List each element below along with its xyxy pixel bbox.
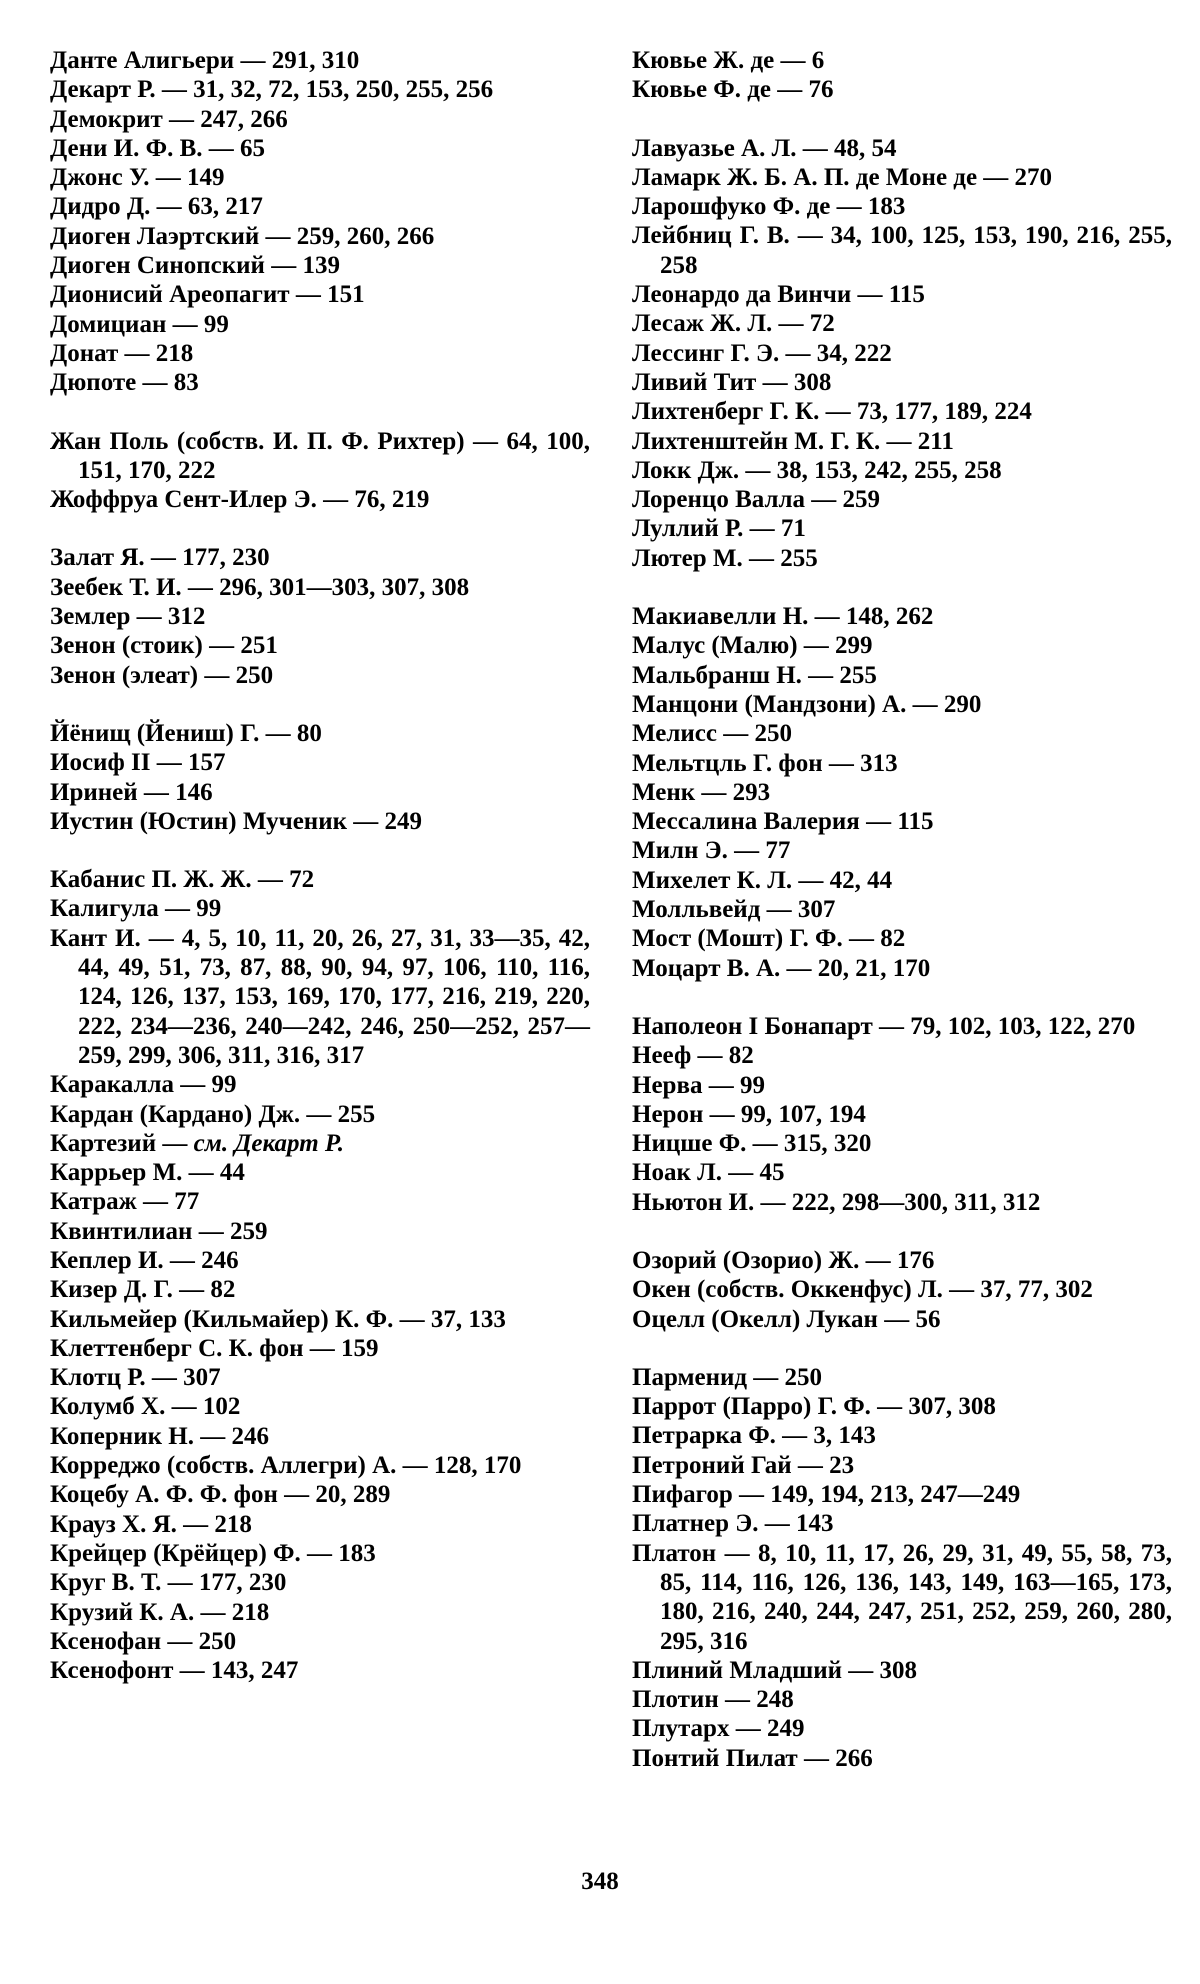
letter-group-gap [632, 983, 1172, 1012]
index-entry-text: Ливий Тит — 308 [632, 368, 832, 396]
index-entry-text: Жоффруа Сент-Илер Э. — 76, 219 [50, 486, 430, 514]
index-entry-text: Лавуазье А. Л. — 48, 54 [632, 134, 897, 162]
index-letter-group [632, 1363, 1172, 1773]
index-entry-text: Каракалла — 99 [50, 1071, 237, 1099]
index-entry [632, 1480, 1172, 1509]
index-entry [632, 1275, 1172, 1304]
index-entry-text: Калигула — 99 [50, 895, 222, 923]
index-entry [632, 1041, 1172, 1070]
index-entry-text: Йёнищ (Йениш) Г. — 80 [50, 719, 322, 747]
page-number: 348 [581, 1868, 619, 1895]
index-entry [632, 895, 1172, 924]
index-entry-text: Ницше Ф. — 315, 320 [632, 1130, 872, 1158]
index-entry [50, 1510, 590, 1539]
index-entry [50, 778, 590, 807]
index-entry-text: Лоренцо Валла — 259 [632, 486, 881, 514]
index-entry-text: Ламарк Ж. Б. А. П. де Моне де — 270 [632, 163, 1053, 191]
index-entry-text: Мальбранш Н. — 255 [632, 661, 877, 689]
index-entry [50, 543, 590, 572]
index-entry-text: Кеплер И. — 246 [50, 1246, 239, 1274]
index-entry [50, 1158, 590, 1187]
index-entry [632, 192, 1172, 221]
index-entry [50, 251, 590, 280]
index-entry [632, 1188, 1172, 1217]
index-entry-text: Зенон (стоик) — 251 [50, 632, 278, 660]
index-entry [632, 309, 1172, 338]
index-entry-text: Диоген Лаэртский — 259, 260, 266 [50, 222, 435, 250]
index-entry-text: Лихтенберг Г. К. — 73, 177, 189, 224 [632, 398, 1032, 426]
index-letter-group [50, 46, 590, 398]
index-entry-text: Плутарх — 249 [632, 1715, 805, 1743]
index-entry [632, 866, 1172, 895]
index-entry [50, 807, 590, 836]
index-entry-text: Мельтцль Г. фон — 313 [632, 749, 898, 777]
index-entry-text: Дидро Д. — 63, 217 [50, 193, 263, 221]
index-letter-group [632, 1246, 1172, 1334]
index-entry [632, 1305, 1172, 1334]
index-entry [50, 1334, 590, 1363]
index-entry [632, 1246, 1172, 1275]
index-entry [50, 573, 590, 602]
index-entry [50, 1246, 590, 1275]
index-entry [632, 163, 1172, 192]
index-entry [632, 1509, 1172, 1538]
index-entry-text: Молльвейд — 307 [632, 896, 836, 924]
index-entry [50, 163, 590, 192]
index-entry-text: Паррот (Парро) Г. Ф. — 307, 308 [632, 1393, 996, 1421]
index-entry [632, 1129, 1172, 1158]
index-entry [50, 222, 590, 251]
letter-group-gap [50, 690, 590, 719]
index-entry-text: Иустин (Юстин) Мученик — 249 [50, 807, 423, 835]
index-entry-text: Ньютон И. — 222, 298—300, 311, 312 [632, 1188, 1041, 1216]
index-entry-text: Ксенофан — 250 [50, 1627, 237, 1655]
index-entry-text: Декарт Р. — 31, 32, 72, 153, 250, 255, 256 [50, 76, 494, 104]
index-entry [632, 75, 1172, 104]
index-entry [632, 807, 1172, 836]
index-entry [632, 368, 1172, 397]
index-entry [50, 924, 590, 1070]
index-entry [632, 690, 1172, 719]
index-entry-text: Дени И. Ф. В. — 65 [50, 134, 266, 162]
index-entry [632, 1421, 1172, 1450]
index-entry-text: Зенон (элеат) — 250 [50, 661, 274, 689]
index-entry [50, 1217, 590, 1246]
index-entry-text: Мессалина Валерия — 115 [632, 808, 934, 836]
index-entry-text: Землер — 312 [50, 603, 206, 631]
index-entry [632, 134, 1172, 163]
index-entry [632, 427, 1172, 456]
index-entry-text: Демокрит — 247, 266 [50, 105, 288, 133]
letter-group-gap [50, 398, 590, 427]
index-entry [632, 1539, 1172, 1656]
index-entry [50, 1392, 590, 1421]
index-entry-text: Жан Поль (собств. И. П. Ф. Рихтер) — 64, 100, 151, 170, 222 [50, 427, 590, 484]
index-entry [632, 1158, 1172, 1187]
index-entry [50, 1305, 590, 1334]
index-entry-text: Корреджо (собств. Аллегри) А. — 128, 170 [50, 1452, 522, 1480]
index-entry [50, 485, 590, 514]
index-entry [632, 602, 1172, 631]
index-entry [632, 1100, 1172, 1129]
index-entry [50, 894, 590, 923]
index-entry-text: Парменид — 250 [632, 1363, 823, 1391]
index-entry-text: Джонс У. — 149 [50, 164, 225, 192]
index-entry [632, 778, 1172, 807]
letter-group-gap [632, 105, 1172, 134]
index-entry [632, 397, 1172, 426]
index-entry [50, 280, 590, 309]
index-entry [632, 1744, 1172, 1773]
index-entry-text: Данте Алигьери — 291, 310 [50, 47, 360, 74]
index-entry-text: Кардан (Кардано) Дж. — 255 [50, 1100, 376, 1128]
index-entry [50, 75, 590, 104]
index-entry [50, 427, 590, 486]
index-entry-text: Кант И. — 4, 5, 10, 11, 20, 26, 27, 31, 33—35, 42, 44, 49, 51, 73, 87, 88, 90, 94, 97, 106, 110, 116, 124, 126, 137, 153, 169, 170, 177, 216, 219, 220, 222, 234—236, 240—242, 246, 250—252, 257—259, 299, 306, 311, 316, 317 [50, 924, 590, 1069]
index-entry-text: Крейцер (Крёйцер) Ф. — 183 [50, 1539, 376, 1567]
index-entry [632, 1392, 1172, 1421]
index-entry [50, 719, 590, 748]
index-entry [632, 221, 1172, 280]
index-entry [632, 1012, 1172, 1041]
index-letter-group [632, 602, 1172, 983]
index-entry-text: Мост (Мошт) Г. Ф. — 82 [632, 925, 906, 953]
letter-group-gap [50, 836, 590, 865]
index-entry [632, 954, 1172, 983]
index-letter-group [632, 1012, 1172, 1217]
index-entry-text: Платон — 8, 10, 11, 17, 26, 29, 31, 49, 55, 58, 73, 85, 114, 116, 126, 136, 143, 149, 163—165, 173, 180, 216, 240, 244, 247, 251, 252, 259, 260, 280, 295, 316 [632, 1539, 1172, 1655]
index-entry-text: Коцебу А. Ф. Ф. фон — 20, 289 [50, 1481, 391, 1509]
index-entry-text: Клотц Р. — 307 [50, 1364, 221, 1392]
index-entry [50, 661, 590, 690]
index-entry-text: Нееф — 82 [632, 1042, 754, 1070]
index-letter-group [50, 427, 590, 515]
index-entry-text: Ноак Л. — 45 [632, 1159, 785, 1187]
index-entry [50, 631, 590, 660]
index-entry-text: Лихтенштейн М. Г. К. — 211 [632, 427, 954, 455]
index-entry-text: Кювье Ф. де — 76 [632, 76, 834, 104]
letter-group-gap [50, 514, 590, 543]
index-entry [50, 1568, 590, 1597]
index-entry [632, 1363, 1172, 1392]
index-entry [50, 1129, 590, 1158]
cross-reference: см. Декарт Р. [193, 1129, 344, 1157]
index-entry-text: Колумб Х. — 102 [50, 1393, 241, 1421]
index-entry-text: Лютер М. — 255 [632, 544, 818, 572]
index-entry-text: Зеебек Т. И. — 296, 301—303, 307, 308 [50, 573, 470, 601]
index-entry-text: Кювье Ж. де — 6 [632, 47, 825, 74]
index-entry-text: Дионисий Ареопагит — 151 [50, 281, 365, 309]
index-letter-group [632, 134, 1172, 573]
index-entry-text: Нерва — 99 [632, 1071, 765, 1099]
index-entry [632, 514, 1172, 543]
index-entry [632, 661, 1172, 690]
index-entry-text: Малус (Малю) — 299 [632, 632, 873, 660]
index-entry [632, 1685, 1172, 1714]
index-entry-text: Милн Э. — 77 [632, 837, 791, 865]
index-entry [632, 280, 1172, 309]
index-entry-text: Моцарт В. А. — 20, 21, 170 [632, 954, 931, 982]
index-entry-text: Клеттенберг С. К. фон — 159 [50, 1334, 379, 1362]
index-entry-text: Круг В. Т. — 177, 230 [50, 1569, 287, 1597]
index-entry [632, 1451, 1172, 1480]
index-entry-text: Иосиф II — 157 [50, 749, 226, 777]
index-entry-text: Картезий — [50, 1129, 194, 1157]
index-entry-text: Платнер Э. — 143 [632, 1510, 834, 1538]
index-entry-text: Михелет К. Л. — 42, 44 [632, 866, 893, 894]
index-entry-text: Коперник Н. — 246 [50, 1422, 269, 1450]
index-entry-text: Каррьер М. — 44 [50, 1159, 245, 1187]
index-entry-text: Донат — 218 [50, 339, 194, 367]
index-entry-text: Петрарка Ф. — 3, 143 [632, 1422, 876, 1450]
index-entry [50, 134, 590, 163]
index-entry [632, 836, 1172, 865]
index-entry-text: Плотин — 248 [632, 1686, 794, 1714]
index-column-left [50, 46, 590, 1685]
index-entry [632, 924, 1172, 953]
index-entry-text: Кизер Д. Г. — 82 [50, 1276, 236, 1304]
index-entry [50, 1187, 590, 1216]
index-entry-text: Диоген Синопский — 139 [50, 252, 340, 280]
index-entry-text: Макиавелли Н. — 148, 262 [632, 603, 934, 631]
index-entry-text: Домициан — 99 [50, 310, 229, 338]
index-entry [50, 1451, 590, 1480]
index-entry [50, 192, 590, 221]
index-entry-text: Катраж — 77 [50, 1188, 200, 1216]
index-entry [632, 1656, 1172, 1685]
index-entry-text: Лейбниц Г. В. — 34, 100, 125, 153, 190, 216, 255, 258 [632, 222, 1172, 279]
index-entry [50, 1480, 590, 1509]
index-entry [632, 719, 1172, 748]
index-entry [632, 1071, 1172, 1100]
index-letter-group [632, 46, 1172, 105]
index-entry [50, 105, 590, 134]
index-entry-text: Залат Я. — 177, 230 [50, 544, 270, 572]
index-entry-text: Оцелл (Окелл) Лукан — 56 [632, 1305, 941, 1333]
index-entry [50, 368, 590, 397]
index-letter-group [50, 865, 590, 1685]
index-entry-text: Лессинг Г. Э. — 34, 222 [632, 339, 892, 367]
index-entry [632, 46, 1172, 75]
index-entry-text: Пифагор — 149, 194, 213, 247—249 [632, 1481, 1021, 1509]
index-entry [50, 310, 590, 339]
index-entry [50, 1656, 590, 1685]
index-entry [632, 749, 1172, 778]
index-entry-text: Окен (собств. Оккенфус) Л. — 37, 77, 302 [632, 1276, 1093, 1304]
index-entry [50, 1070, 590, 1099]
index-entry-text: Нерон — 99, 107, 194 [632, 1100, 866, 1128]
index-entry [632, 1714, 1172, 1743]
index-entry-text: Крузий К. А. — 218 [50, 1598, 270, 1626]
index-entry-text: Лесаж Ж. Л. — 72 [632, 310, 835, 338]
index-entry [50, 1422, 590, 1451]
index-entry-text: Кильмейер (Кильмайер) К. Ф. — 37, 133 [50, 1305, 506, 1333]
index-entry-text: Крауз Х. Я. — 218 [50, 1510, 252, 1538]
index-entry [50, 748, 590, 777]
index-entry [50, 1100, 590, 1129]
index-entry [50, 1363, 590, 1392]
letter-group-gap [632, 573, 1172, 602]
letter-group-gap [632, 1334, 1172, 1363]
index-entry-text: Плиний Младший — 308 [632, 1656, 918, 1684]
index-entry [50, 1598, 590, 1627]
index-entry [50, 1275, 590, 1304]
index-entry-text: Наполеон I Бонапарт — 79, 102, 103, 122, 270 [632, 1012, 1136, 1040]
index-entry [632, 485, 1172, 514]
index-entry-text: Озорий (Озорио) Ж. — 176 [632, 1246, 935, 1274]
index-entry-text: Ларошфуко Ф. де — 183 [632, 193, 906, 221]
index-column-right [632, 46, 1172, 1773]
index-entry-text: Ксенофонт — 143, 247 [50, 1657, 299, 1685]
index-entry-text: Петроний Гай — 23 [632, 1451, 855, 1479]
index-entry [632, 339, 1172, 368]
index-entry [632, 456, 1172, 485]
index-entry [50, 339, 590, 368]
index-entry [50, 1539, 590, 1568]
index-entry-text: Дюпоте — 83 [50, 369, 199, 397]
index-entry-text: Манцони (Мандзони) А. — 290 [632, 690, 982, 718]
index-letter-group [50, 719, 590, 836]
index-entry [632, 631, 1172, 660]
index-entry-text: Квинтилиан — 259 [50, 1217, 268, 1245]
index-entry-text: Мелисс — 250 [632, 720, 792, 748]
index-entry-text: Ириней — 146 [50, 778, 213, 806]
index-entry-text: Луллий Р. — 71 [632, 515, 806, 543]
index-entry [50, 46, 590, 75]
index-entry [50, 865, 590, 894]
index-letter-group [50, 543, 590, 689]
index-entry-text: Кабанис П. Ж. Ж. — 72 [50, 866, 315, 894]
index-entry-text: Локк Дж. — 38, 153, 242, 255, 258 [632, 456, 1002, 484]
index-entry-text: Леонардо да Винчи — 115 [632, 281, 925, 309]
index-entry-text: Менк — 293 [632, 778, 771, 806]
index-entry-text: Понтий Пилат — 266 [632, 1744, 873, 1772]
index-entry [50, 1627, 590, 1656]
letter-group-gap [632, 1217, 1172, 1246]
index-entry [632, 544, 1172, 573]
index-entry [50, 602, 590, 631]
